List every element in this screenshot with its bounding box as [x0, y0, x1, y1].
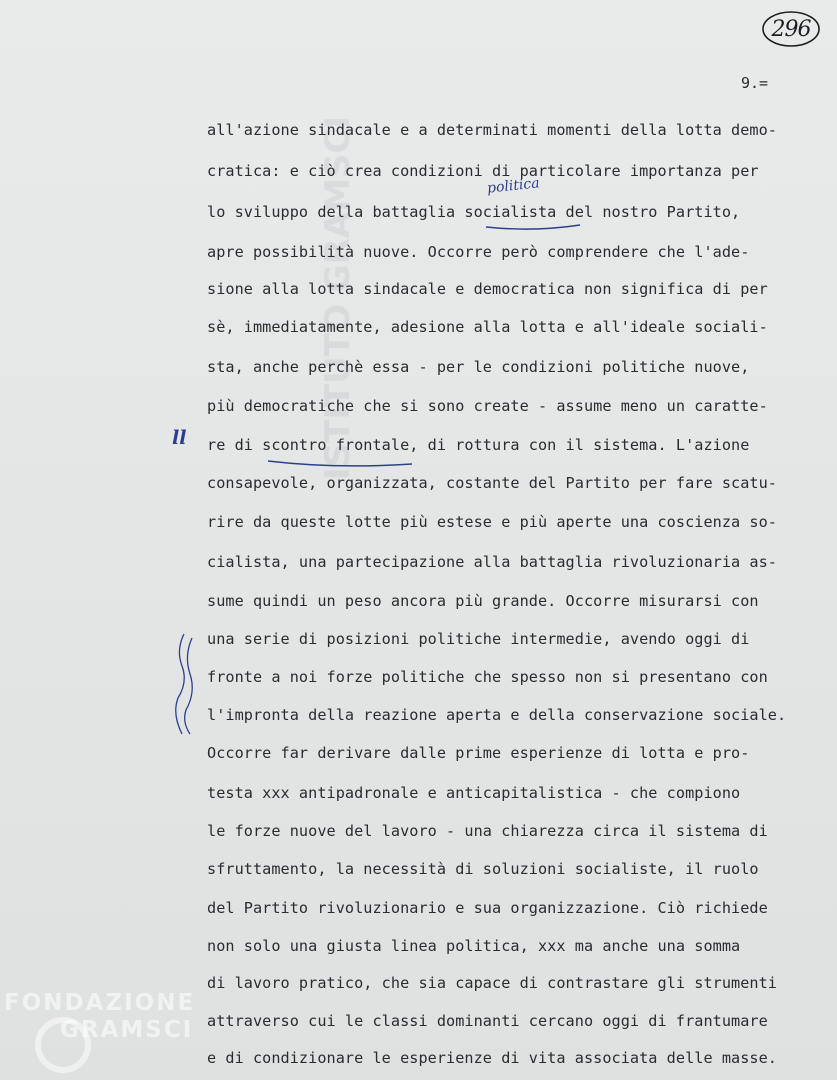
- text-line: l'impronta della reazione aperta e della conservazione sociale.: [207, 706, 787, 724]
- text-line: una serie di posizioni politiche intermedie, avendo oggi di: [207, 630, 750, 648]
- text-line: più democratiche che si sono create - assume meno un caratte-: [207, 397, 768, 415]
- text-line: le forze nuove del lavoro - una chiarezza circa il sistema di: [207, 822, 768, 840]
- background-stamp: ISTITUTO GRAMSCI: [318, 115, 358, 480]
- text-line: lo sviluppo della battaglia socialista del nostro Partito,: [207, 203, 741, 221]
- text-line: apre possibilità nuove. Occorre però comprendere che l'ade-: [207, 243, 750, 261]
- text-line: sume quindi un peso ancora più grande. Occorre misurarsi con: [207, 592, 759, 610]
- page-marker: 9.=: [741, 74, 769, 92]
- text-line: rire da queste lotte più estese e più aperte una coscienza so-: [207, 513, 778, 531]
- margin-bracket: [170, 630, 200, 740]
- watermark-line1: FONDAZIONE: [4, 990, 196, 1016]
- text-line: non solo una giusta linea politica, xxx ma anche una somma: [207, 937, 741, 955]
- text-line: sfruttamento, la necessità di soluzioni socialiste, il ruolo: [207, 860, 759, 878]
- text-line: sè, immediatamente, adesione alla lotta e all'ideale sociali-: [207, 318, 768, 336]
- margin-mark: ll: [172, 427, 187, 449]
- text-line: di lavoro pratico, che sia capace di contrastare gli strumenti: [207, 974, 778, 992]
- text-line: attraverso cui le classi dominanti cercano oggi di frantumare: [207, 1012, 768, 1030]
- text-line: e di condizionare le esperienze di vita associata delle masse.: [207, 1049, 778, 1067]
- text-line: del Partito rivoluzionario e sua organizzazione. Ciò richiede: [207, 899, 768, 917]
- text-line: sta, anche perchè essa - per le condizioni politiche nuove,: [207, 358, 750, 376]
- text-line: fronte a noi forze politiche che spesso non si presentano con: [207, 668, 768, 686]
- text-line: sione alla lotta sindacale e democratica non significa di per: [207, 280, 768, 298]
- watermark: [4, 992, 195, 1042]
- text-line: testa xxx antipadronale e anticapitalistica - che compiono: [207, 784, 741, 802]
- text-line: all'azione sindacale e a determinati momenti della lotta demo-: [207, 121, 778, 139]
- watermark-line2: GRAMSCI: [60, 1017, 194, 1043]
- text-line: cialista, una partecipazione alla battaglia rivoluzionaria as-: [207, 553, 778, 571]
- underline-scontro-frontale: [266, 458, 416, 470]
- handwritten-insert: politica: [486, 175, 541, 197]
- text-line: re di scontro frontale, di rottura con il sistema. L'azione: [207, 436, 750, 454]
- underline-socialista: [484, 221, 584, 233]
- text-line: Occorre far derivare dalle prime esperienze di lotta e pro-: [207, 744, 750, 762]
- text-line: consapevole, organizzata, costante del Partito per fare scatu-: [207, 474, 778, 492]
- archive-page-number: 296: [760, 8, 822, 50]
- text-line: cratica: e ciò crea condizioni di particolare importanza per: [207, 162, 759, 180]
